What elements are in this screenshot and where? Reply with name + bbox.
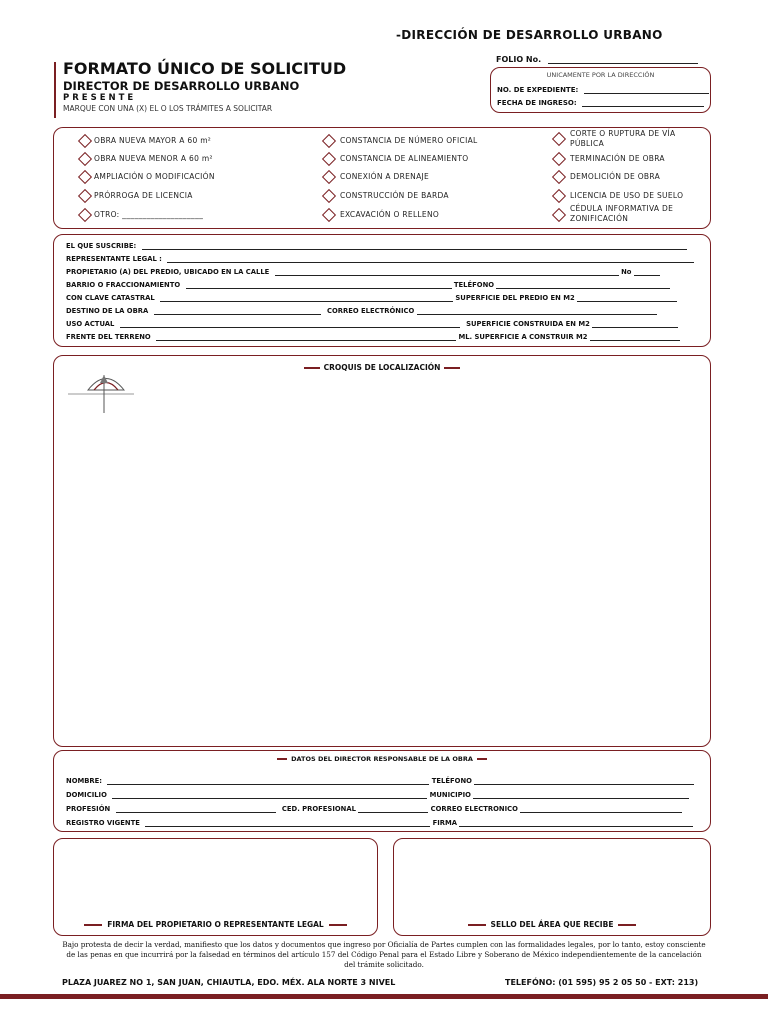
solicitante-box xyxy=(53,234,711,347)
option-obra-nueva-menor: OBRA NUEVA MENOR A 60 m² xyxy=(94,154,213,163)
dash-right xyxy=(329,924,347,926)
label-correo: CORREO ELECTRÓNICO xyxy=(327,307,415,315)
option-excavacion: EXCAVACIÓN O RELLENO xyxy=(340,210,440,219)
field-frente[interactable] xyxy=(66,332,698,341)
checkbox-terminacion[interactable] xyxy=(552,152,566,166)
option-obra-nueva-mayor: OBRA NUEVA MAYOR A 60 m² xyxy=(94,136,212,145)
tramites-box xyxy=(53,127,711,229)
line-clave xyxy=(160,293,453,302)
checkbox-uso-suelo[interactable] xyxy=(552,189,566,203)
field-barrio[interactable] xyxy=(66,280,698,289)
croquis-label: CROQUIS DE LOCALIZACIÓN xyxy=(323,363,441,372)
firma-propietario-label: FIRMA DEL PROPIETARIO O REPRESENTANTE LEGAL xyxy=(107,920,324,929)
firma-propietario-caption xyxy=(54,920,377,929)
footer-address: PLAZA JUAREZ NO 1, SAN JUAN, CHIAUTLA, EDO. MÉX. ALA NORTE 3 NIVEL xyxy=(62,978,396,987)
line-representante xyxy=(167,254,694,263)
expediente-line xyxy=(584,85,709,94)
sello-label: SELLO DEL ÁREA QUE RECIBE xyxy=(490,920,614,929)
label-municipio: MUNICIPIO xyxy=(429,791,471,799)
label-clave: CON CLAVE CATASTRAL xyxy=(66,294,155,302)
checkbox-drenaje[interactable] xyxy=(322,170,336,184)
label-barrio: BARRIO O FRACCIONAMIENTO xyxy=(66,281,181,289)
title-accent-bar xyxy=(54,62,56,118)
line-municipio xyxy=(473,790,689,799)
croquis-title xyxy=(54,363,710,372)
label-superficie-predio: SUPERFICIE DEL PREDIO EN M2 xyxy=(455,294,575,302)
firma-propietario-box[interactable] xyxy=(53,838,378,936)
line-superficie-construida xyxy=(592,319,678,328)
checkbox-demolicion[interactable] xyxy=(552,170,566,184)
label-nombre: NOMBRE: xyxy=(66,777,103,785)
folio-line xyxy=(548,55,698,64)
director-line: DIRECTOR DE DESARROLLO URBANO xyxy=(63,79,300,93)
option-otro[interactable]: OTRO: ____________________ xyxy=(94,210,204,219)
option-uso-suelo: LICENCIA DE USO DE SUELO xyxy=(570,191,684,200)
label-no: No xyxy=(621,268,632,276)
line-propietario xyxy=(275,267,619,276)
label-uso: USO ACTUAL xyxy=(66,320,115,328)
line-frente xyxy=(156,332,456,341)
line-superficie-predio xyxy=(577,293,677,302)
line-uso xyxy=(120,319,460,328)
label-registro: REGISTRO VIGENTE xyxy=(66,819,140,827)
label-telefono: TELÉFONO xyxy=(453,281,495,289)
legal-disclaimer: Bajo protesta de decir la verdad, manifiesto que los datos y documentos que ingreso por Oficialía de Partes cumplen con las formalidades legales, por lo tanto, estoy consciente de las penas en que incurrirá por la falsedad en términos del artículo 157 del Código Penal para el Estado Libre y Soberano de México independientemente de la cancelación del trámite solicitado. xyxy=(62,940,706,969)
line-registro xyxy=(145,818,430,827)
dash-right xyxy=(444,367,460,369)
checkbox-alineamiento[interactable] xyxy=(322,152,336,166)
dash-left xyxy=(304,367,320,369)
direccion-heading: -DIRECCIÓN DE DESARROLLO URBANO xyxy=(396,28,663,42)
croquis-box[interactable] xyxy=(53,355,711,747)
office-caption: UNICAMENTE POR LA DIRECCIÓN xyxy=(546,71,655,79)
option-terminacion: TERMINACIÓN DE OBRA xyxy=(570,154,665,163)
label-director-firma: FIRMA xyxy=(432,819,458,827)
dash-right xyxy=(618,924,636,926)
line-domicilio xyxy=(112,790,427,799)
line-director-correo xyxy=(520,804,682,813)
field-director-registro[interactable] xyxy=(66,818,698,827)
line-barrio xyxy=(186,280,452,289)
line-director-telefono xyxy=(474,776,694,785)
north-arrow-icon xyxy=(66,365,136,415)
folio-label: FOLIO No. xyxy=(496,55,542,64)
field-director-domicilio[interactable] xyxy=(66,790,698,799)
director-obra-label: DATOS DEL DIRECTOR RESPONSABLE DE LA OBRA xyxy=(291,755,473,763)
option-cedula: CÉDULA INFORMATIVA DE ZONIFICACIÓN xyxy=(570,204,674,223)
option-ampliacion: AMPLIACIÓN O MODIFICACIÓN xyxy=(94,172,215,181)
checkbox-ampliacion[interactable] xyxy=(78,170,92,184)
field-el-que-suscribe[interactable] xyxy=(66,241,698,250)
checkbox-corte-via[interactable] xyxy=(552,132,566,146)
field-uso-actual[interactable] xyxy=(66,319,698,328)
option-numero-oficial: CONSTANCIA DE NÚMERO OFICIAL xyxy=(340,136,478,145)
checkbox-cedula[interactable] xyxy=(552,208,566,222)
footer-phone: TELEFÓNO: (01 595) 95 2 05 50 - EXT: 213) xyxy=(505,978,699,987)
director-obra-box xyxy=(53,750,711,832)
line-correo xyxy=(417,306,657,315)
label-representante: REPRESENTANTE LEGAL : xyxy=(66,255,162,263)
option-drenaje: CONEXIÓN A DRENAJE xyxy=(340,172,430,181)
label-cedula: CED. PROFESIONAL xyxy=(281,805,356,813)
dash-left xyxy=(468,924,486,926)
checkbox-otro[interactable] xyxy=(78,208,92,222)
label-director-telefono: TELÉFONO xyxy=(431,777,472,785)
label-propietario: PROPIETARIO (A) DEL PREDIO, UBICADO EN LA CALLE xyxy=(66,268,270,276)
office-only-box xyxy=(490,67,711,113)
field-director-profesion[interactable] xyxy=(66,804,698,813)
label-ml-superficie: ML. SUPERFICIE A CONSTRUIR M2 xyxy=(458,333,588,341)
line-ml-superficie xyxy=(590,332,680,341)
line-no xyxy=(634,267,660,276)
line-cedula xyxy=(358,804,428,813)
label-destino: DESTINO DE LA OBRA xyxy=(66,307,149,315)
line-suscribe xyxy=(142,241,687,250)
option-prorroga: PRÓRROGA DE LICENCIA xyxy=(94,191,193,200)
checkbox-obra-nueva-mayor[interactable] xyxy=(78,134,92,148)
field-director-nombre[interactable] xyxy=(66,776,698,785)
checkbox-obra-nueva-menor[interactable] xyxy=(78,152,92,166)
dash-left xyxy=(84,924,102,926)
label-director-correo: CORREO ELECTRONICO xyxy=(430,805,518,813)
line-destino xyxy=(154,306,321,315)
footer-accent-bar xyxy=(0,994,768,999)
field-clave-catastral[interactable] xyxy=(66,293,698,302)
option-alineamiento: CONSTANCIA DE ALINEAMIENTO xyxy=(340,154,469,163)
option-barda: CONSTRUCCIÓN DE BARDA xyxy=(340,191,449,200)
field-destino[interactable] xyxy=(66,306,698,315)
checkbox-barda[interactable] xyxy=(322,189,336,203)
dash-left xyxy=(277,758,287,760)
line-director-firma xyxy=(459,818,693,827)
expediente-field[interactable] xyxy=(497,85,709,94)
instruction-line: MARQUE CON UNA (X) EL O LOS TRÁMITES A SOLICITAR xyxy=(63,104,273,113)
director-obra-title xyxy=(54,754,710,763)
option-demolicion: DEMOLICIÓN DE OBRA xyxy=(570,172,661,181)
form-title: FORMATO ÚNICO DE SOLICITUD xyxy=(63,59,347,78)
dash-right xyxy=(477,758,487,760)
line-telefono xyxy=(496,280,670,289)
sello-caption xyxy=(394,920,710,929)
label-superficie-construida: SUPERFICIE CONSTRUIDA EN M2 xyxy=(466,320,590,328)
fecha-line xyxy=(582,98,704,107)
label-suscribe: EL QUE SUSCRIBE: xyxy=(66,242,137,250)
label-frente: FRENTE DEL TERRENO xyxy=(66,333,151,341)
checkbox-prorroga[interactable] xyxy=(78,189,92,203)
presente-line: PRESENTE xyxy=(63,93,137,103)
label-domicilio: DOMICILIO xyxy=(66,791,107,799)
field-representante[interactable] xyxy=(66,254,698,263)
fecha-label: FECHA DE INGRESO: xyxy=(497,99,577,107)
option-corte-via: CORTE O RUPTURA DE VÍA PÚBLICA xyxy=(570,129,676,148)
label-profesion: PROFESIÓN xyxy=(66,805,111,813)
line-nombre xyxy=(107,776,429,785)
checkbox-excavacion[interactable] xyxy=(322,208,336,222)
folio-field[interactable] xyxy=(496,55,698,64)
field-propietario[interactable] xyxy=(66,267,698,276)
line-profesion xyxy=(116,804,276,813)
sello-box[interactable] xyxy=(393,838,711,936)
expediente-label: NO. DE EXPEDIENTE: xyxy=(497,86,579,94)
fecha-ingreso-field[interactable] xyxy=(497,98,704,107)
checkbox-numero-oficial[interactable] xyxy=(322,134,336,148)
